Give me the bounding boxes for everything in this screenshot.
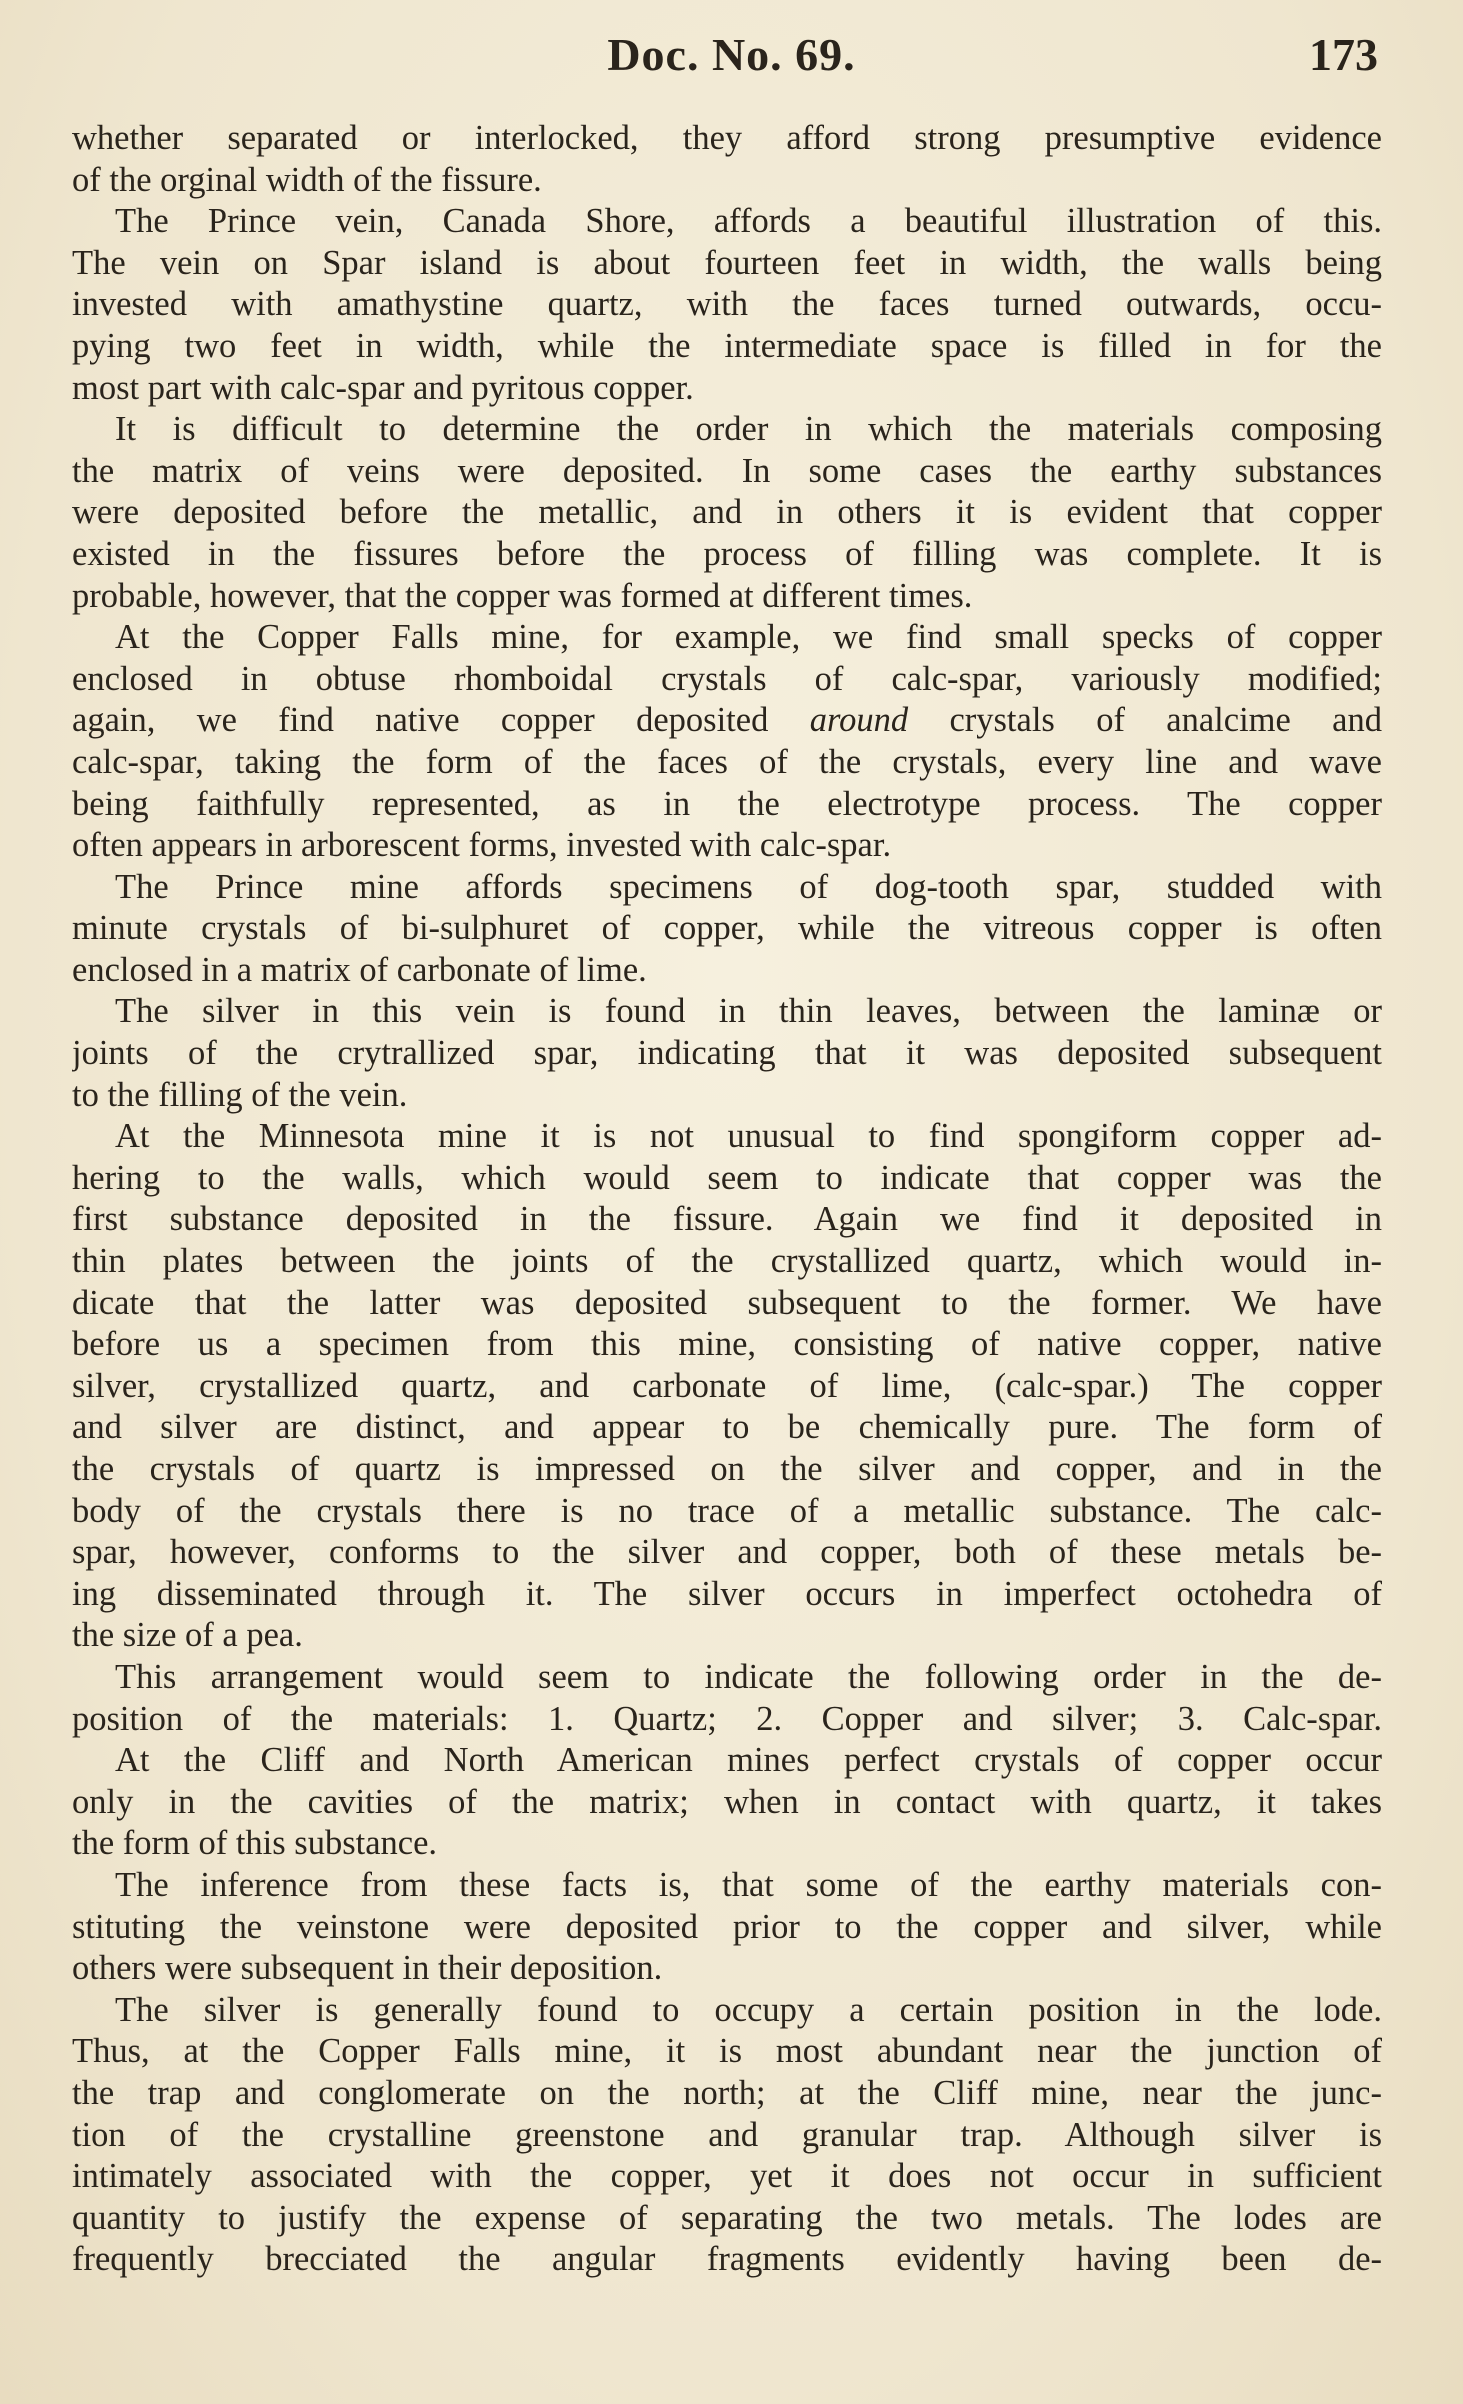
text-line: body of the crystals there is no trace of a metallic substance. The calc- bbox=[72, 1491, 1382, 1530]
text-line: The Prince vein, Canada Shore, affords a beautiful illustration of this. bbox=[115, 202, 1382, 241]
page-header bbox=[0, 28, 1463, 88]
document-title: Doc. No. 69. bbox=[607, 29, 856, 80]
text-line: Thus, at the Copper Falls mine, it is most abundant near the junction of bbox=[72, 2032, 1382, 2071]
page-number: 173 bbox=[1309, 29, 1378, 80]
text-line: ing disseminated through it. The silver occurs in imperfect octohedra of bbox=[72, 1574, 1382, 1613]
text-line: This arrangement would seem to indicate the following order in the de- bbox=[115, 1657, 1382, 1696]
text-line: only in the cavities of the matrix; when in contact with quartz, it takes bbox=[72, 1782, 1382, 1821]
text-line: The silver in this vein is found in thin leaves, between the laminæ or bbox=[115, 992, 1382, 1031]
text-line: invested with amathystine quartz, with the faces turned outwards, occu- bbox=[72, 285, 1382, 324]
text-line: At the Cliff and North American mines perfect crystals of copper occur bbox=[115, 1741, 1382, 1780]
text-line: again, we find native copper deposited around crystals of analcime and bbox=[72, 701, 1382, 740]
text-line: silver, crystallized quartz, and carbonate of lime, (calc-spar.) The copper bbox=[72, 1366, 1382, 1405]
text-line: probable, however, that the copper was formed at different times. bbox=[72, 576, 973, 615]
text-line: first substance deposited in the fissure. Again we find it deposited in bbox=[72, 1200, 1382, 1239]
text-line: The vein on Spar island is about fourteen feet in width, the walls being bbox=[72, 243, 1382, 282]
text-line: to the filling of the vein. bbox=[72, 1075, 408, 1114]
text-line: existed in the fissures before the process of filling was complete. It is bbox=[72, 534, 1382, 573]
text-line: joints of the crytrallized spar, indicating that it was deposited subsequent bbox=[72, 1034, 1382, 1073]
text-line: intimately associated with the copper, yet it does not occur in sufficient bbox=[72, 2157, 1382, 2196]
text-line: frequently brecciated the angular fragments evidently having been de- bbox=[72, 2240, 1382, 2279]
body-text bbox=[72, 118, 1382, 2281]
text-line: minute crystals of bi-sulphuret of copper, while the vitreous copper is often bbox=[72, 909, 1382, 948]
text-line: position of the materials: 1. Quartz; 2. Copper and silver; 3. Calc-spar. bbox=[72, 1699, 1382, 1738]
text-line: At the Copper Falls mine, for example, we find small specks of copper bbox=[115, 618, 1382, 657]
text-line: others were subsequent in their deposition. bbox=[72, 1949, 663, 1988]
text-line: The Prince mine affords specimens of dog-tooth spar, studded with bbox=[115, 867, 1382, 906]
text-line: the size of a pea. bbox=[72, 1616, 303, 1655]
text-line: pying two feet in width, while the intermediate space is filled in for the bbox=[72, 326, 1382, 365]
text-line: the matrix of veins were deposited. In some cases the earthy substances bbox=[72, 451, 1382, 490]
text-line: At the Minnesota mine it is not unusual to find spongiform copper ad- bbox=[115, 1117, 1382, 1156]
text-line: The silver is generally found to occupy a certain position in the lode. bbox=[115, 1990, 1382, 2029]
text-line: hering to the walls, which would seem to indicate that copper was the bbox=[72, 1158, 1382, 1197]
text-line: The inference from these facts is, that some of the earthy materials con- bbox=[115, 1865, 1382, 1904]
text-line: thin plates between the joints of the crystallized quartz, which would in- bbox=[72, 1242, 1382, 1281]
text-line: the trap and conglomerate on the north; at the Cliff mine, near the junc- bbox=[72, 2073, 1382, 2112]
text-line: before us a specimen from this mine, consisting of native copper, native bbox=[72, 1325, 1382, 1364]
text-line: and silver are distinct, and appear to be chemically pure. The form of bbox=[72, 1408, 1382, 1447]
text-line: were deposited before the metallic, and in others it is evident that copper bbox=[72, 493, 1382, 532]
text-line: enclosed in obtuse rhomboidal crystals of calc-spar, variously modified; bbox=[72, 659, 1382, 698]
text-line: stituting the veinstone were deposited prior to the copper and silver, while bbox=[72, 1907, 1382, 1946]
text-line: often appears in arborescent forms, invested with calc-spar. bbox=[72, 826, 892, 865]
text-line: quantity to justify the expense of separating the two metals. The lodes are bbox=[72, 2198, 1382, 2237]
text-line: of the orginal width of the fissure. bbox=[72, 160, 542, 199]
text-line: spar, however, conforms to the silver and copper, both of these metals be- bbox=[72, 1533, 1382, 1572]
text-line: most part with calc-spar and pyritous copper. bbox=[72, 368, 694, 407]
text-line: It is difficult to determine the order in which the materials composing bbox=[115, 410, 1382, 449]
text-line: enclosed in a matrix of carbonate of lime. bbox=[72, 950, 647, 989]
text-line: dicate that the latter was deposited subsequent to the former. We have bbox=[72, 1283, 1382, 1322]
text-line: the form of this substance. bbox=[72, 1824, 438, 1863]
text-line: tion of the crystalline greenstone and granular trap. Although silver is bbox=[72, 2115, 1382, 2154]
text-line: being faithfully represented, as in the electrotype process. The copper bbox=[72, 784, 1382, 823]
text-line: calc-spar, taking the form of the faces of the crystals, every line and wave bbox=[72, 742, 1382, 781]
text-line: the crystals of quartz is impressed on the silver and copper, and in the bbox=[72, 1450, 1382, 1488]
text-line: whether separated or interlocked, they afford strong presumptive evidence bbox=[72, 119, 1382, 157]
